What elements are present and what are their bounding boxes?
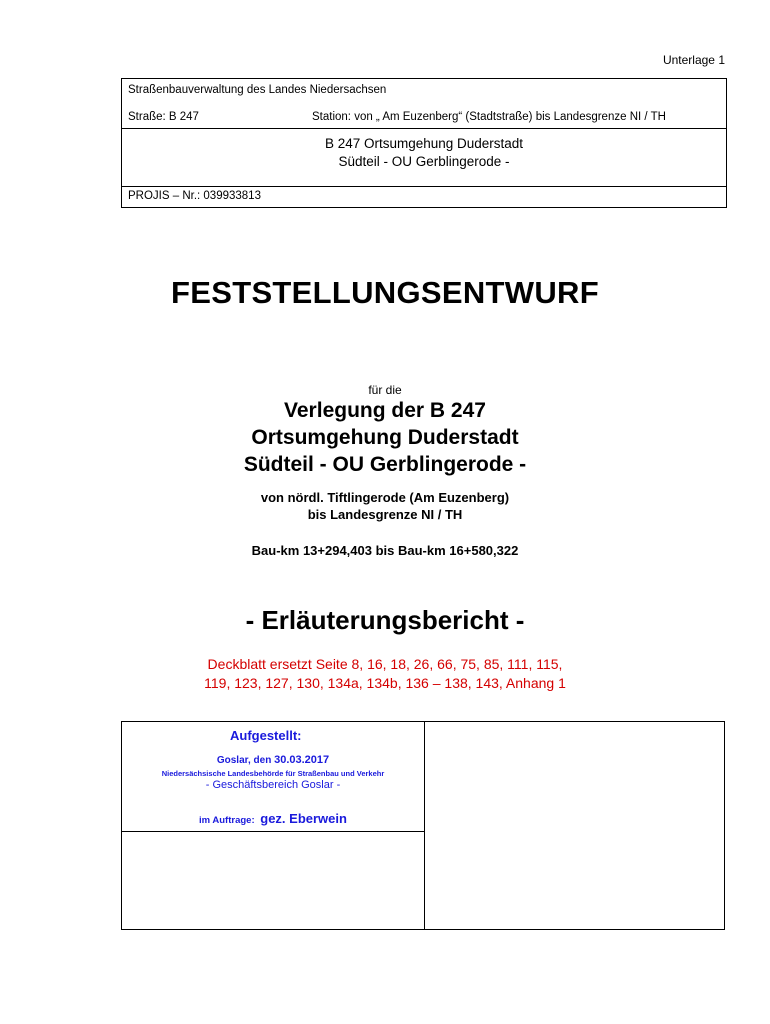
header-row-admin <box>122 79 726 129</box>
subject-line2: Ortsumgehung Duderstadt <box>251 426 519 449</box>
cover-sheet-line2: 119, 123, 127, 130, 134a, 134b, 136 – 138, 143, Anhang 1 <box>204 675 566 691</box>
header-row-project <box>122 129 726 187</box>
for-the-label: für die <box>368 383 402 397</box>
projis-number: PROJIS – Nr.: 039933813 <box>128 190 261 202</box>
place-date <box>122 754 424 766</box>
cover-sheet-note <box>0 655 770 693</box>
signature-table <box>121 721 725 930</box>
signed-by <box>122 811 424 826</box>
header-box <box>121 78 727 208</box>
subject-block <box>0 397 770 478</box>
table-divider-horizontal <box>122 831 424 832</box>
route-block <box>0 489 770 523</box>
route-line2: bis Landesgrenze NI / TH <box>307 507 463 522</box>
construction-km-range: Bau-km 13+294,403 bis Bau-km 16+580,322 <box>251 543 519 558</box>
subject-line1: Verlegung der B 247 <box>284 399 486 422</box>
project-title-line1: B 247 Ortsumgehung Duderstadt <box>324 136 524 151</box>
cover-sheet-line1: Deckblatt ersetzt Seite 8, 16, 18, 26, 66, 75, 85, 111, 115, <box>207 656 563 672</box>
station-range: Station: von „ Am Euzenberg“ (Stadtstraße) bis Landesgrenze NI / TH <box>312 111 666 123</box>
project-title-line2: Südteil - OU Gerblingerode - <box>338 154 510 169</box>
report-title: - Erläuterungsbericht - <box>245 605 525 635</box>
organisation-name: Straßenbauverwaltung des Landes Niedersachsen <box>128 84 387 96</box>
document-label: Unterlage 1 <box>662 53 725 67</box>
road-number: Straße: B 247 <box>128 111 199 123</box>
authority-name: Niedersächsische Landesbehörde für Straßenbau und Verkehr <box>161 769 385 778</box>
signatory-name: gez. Eberwein <box>260 811 347 826</box>
table-divider-vertical <box>424 722 425 929</box>
route-line1: von nördl. Tiftlingerode (Am Euzenberg) <box>260 490 510 505</box>
header-row-projis <box>122 187 726 207</box>
place-label: Goslar, den <box>216 755 272 766</box>
main-title: FESTSTELLUNGSENTWURF <box>171 275 599 310</box>
subject-line3: Südteil - OU Gerblingerode - <box>243 453 527 476</box>
division-name: - Geschäftsbereich Goslar - <box>205 779 341 791</box>
signature-date: 30.03.2017 <box>274 754 330 766</box>
prepared-label: Aufgestellt: <box>230 728 302 743</box>
on-behalf-label: im Auftrage: <box>199 815 255 826</box>
